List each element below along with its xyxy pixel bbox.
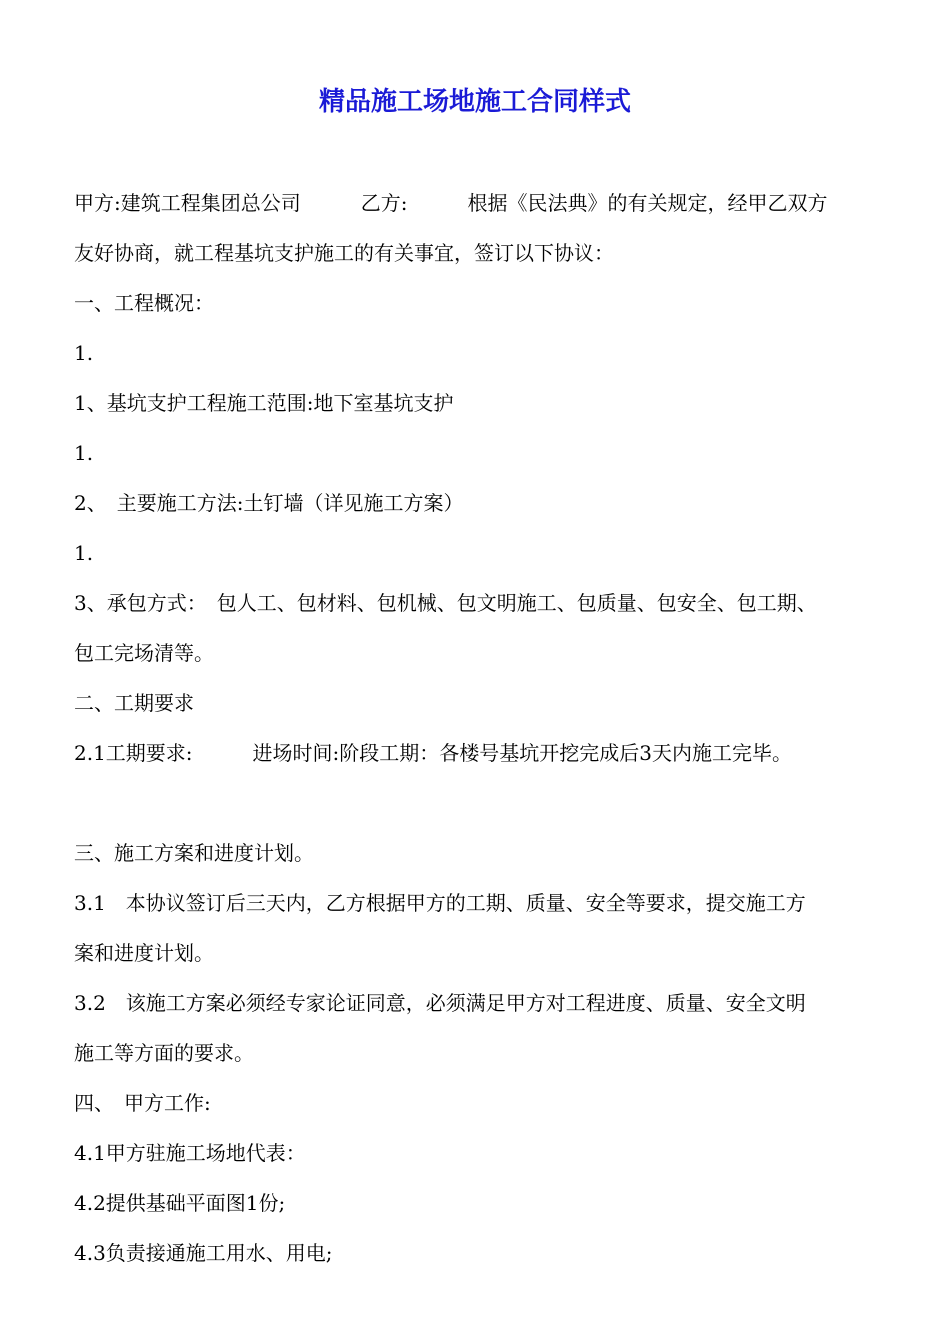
clause-3-2: 3.2 该施工方案必须经专家论证同意，必须满足甲方对工程进度、质量、安全文明 [74,991,806,1015]
list-marker: 1. [74,441,94,465]
section-heading-party-a: 四、 甲方工作: [74,1091,211,1115]
clause-3-1-cont: 案和进度计划。 [74,941,214,965]
clause-3-2-cont: 施工等方面的要求。 [74,1041,254,1065]
section-heading-schedule: 二、工期要求 [74,691,194,715]
list-marker: 1. [74,341,94,365]
clause-4-3: 4.3负责接通施工用水、用电; [74,1241,333,1265]
document-body [74,178,884,1278]
clause-schedule: 2.1工期要求: 进场时间:阶段工期：各楼号基坑开挖完成后3天内施工完毕。 [74,741,793,765]
clause-contract-mode: 3、承包方式： 包人工、包材料、包机械、包文明施工、包质量、包安全、包工期、 [74,591,817,615]
clause-4-1: 4.1甲方驻施工场地代表： [74,1141,306,1165]
list-marker: 1. [74,541,94,565]
clause-contract-mode-cont: 包工完场清等。 [74,641,214,665]
section-heading-overview: 一、工程概况： [74,291,214,315]
paragraph-gap [74,778,884,828]
clause-3-1: 3.1 本协议签订后三天内，乙方根据甲方的工期、质量、安全等要求，提交施工方 [74,891,806,915]
clause-4-2: 4.2提供基础平面图1份; [74,1191,286,1215]
document-title: 精品施工场地施工合同样式 [318,87,631,117]
intro-line: 友好协商，就工程基坑支护施工的有关事宜，签订以下协议： [74,241,614,265]
clause-scope: 1、基坑支护工程施工范围:地下室基坑支护 [74,391,454,415]
section-heading-plan: 三、施工方案和进度计划。 [74,841,314,865]
party-line: 甲方:建筑工程集团总公司 乙方: 根据《民法典》的有关规定，经甲乙双方 [74,191,828,215]
clause-method: 2、 主要施工方法:土钉墙（详见施工方案） [74,491,464,515]
